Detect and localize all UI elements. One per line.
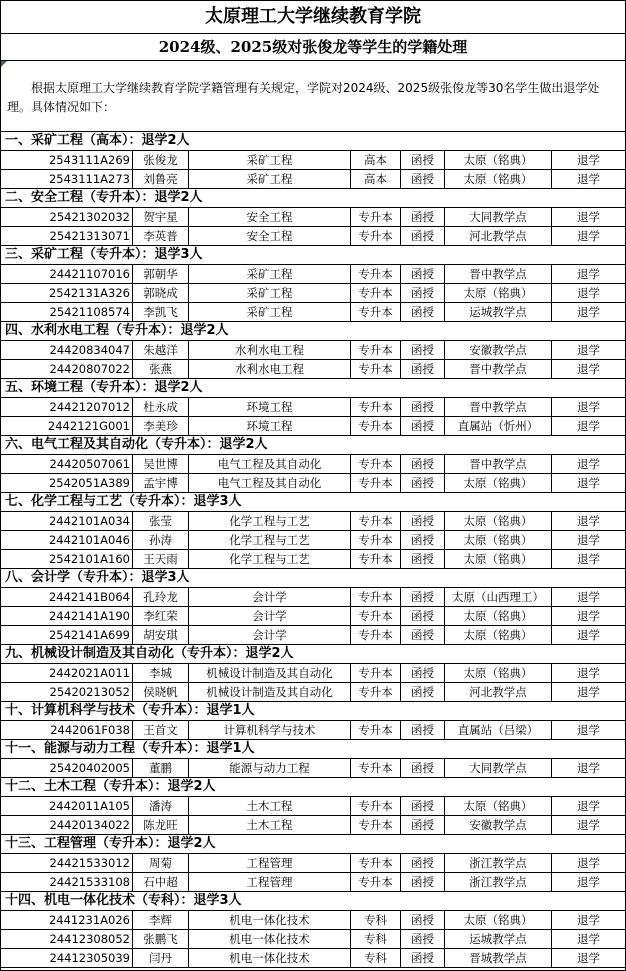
student-name-cell: 李美珍 — [133, 417, 189, 435]
student-name-cell: 石中超 — [133, 873, 189, 891]
status-cell: 退学 — [577, 723, 600, 737]
table-row — [1, 474, 625, 493]
status-cell: 退学 — [577, 685, 600, 699]
level-cell: 专升本 — [351, 531, 401, 549]
study-mode-cell: 函授 — [401, 284, 445, 302]
major-cell: 电气工程及其自动化 — [189, 455, 351, 473]
level-cell: 专升本 — [351, 721, 401, 739]
study-mode-cell: 函授 — [401, 949, 445, 967]
study-mode-cell: 函授 — [401, 151, 445, 169]
level-cell: 专升本 — [351, 759, 401, 777]
study-mode-cell: 函授 — [401, 398, 445, 416]
student-id-cell: 2442141B064 — [27, 588, 133, 606]
level-cell: 专升本 — [351, 816, 401, 834]
study-center-cell: 太原（铭典） — [445, 474, 552, 492]
student-name-cell: 张燕 — [133, 360, 189, 378]
study-center-cell: 河北教学点 — [445, 227, 552, 245]
level-cell: 专升本 — [351, 208, 401, 226]
major-cell: 工程管理 — [189, 854, 351, 872]
table-row — [1, 455, 625, 474]
student-id-cell: 25421302032 — [27, 208, 133, 226]
table-row — [1, 683, 625, 702]
row-spacer — [1, 664, 27, 682]
row-spacer — [1, 170, 27, 188]
level-cell: 专升本 — [351, 854, 401, 872]
table-row — [1, 151, 625, 170]
student-name-cell: 张俊龙 — [133, 151, 189, 169]
section-header: 十二、土木工程（专升本）：退学2人 — [1, 778, 625, 797]
major-cell: 土木工程 — [189, 797, 351, 815]
table-row — [1, 550, 625, 569]
student-name-cell: 周菊 — [133, 854, 189, 872]
student-id-cell: 2442121G001 — [27, 417, 133, 435]
level-cell: 专升本 — [351, 607, 401, 625]
status-cell: 退学 — [577, 913, 600, 927]
study-center-cell: 大同教学点 — [445, 208, 552, 226]
level-cell: 专科 — [351, 930, 401, 948]
study-mode-cell: 函授 — [401, 341, 445, 359]
study-mode-cell: 函授 — [401, 550, 445, 568]
status-cell: 退学 — [577, 153, 600, 167]
student-name-cell: 孔玲龙 — [133, 588, 189, 606]
student-name-cell: 李城 — [133, 664, 189, 682]
study-center-cell: 安徽教学点 — [445, 816, 552, 834]
student-id-cell: 24421533108 — [27, 873, 133, 891]
level-cell: 专科 — [351, 949, 401, 967]
section-header: 六、电气工程及其自动化（专升本）：退学2人 — [1, 436, 625, 455]
student-id-cell: 2542131A326 — [27, 284, 133, 302]
study-mode-cell: 函授 — [401, 512, 445, 530]
study-center-cell: 太原（铭典） — [445, 512, 552, 530]
study-mode-cell: 函授 — [401, 911, 445, 929]
page-title: 太原理工大学继续教育学院 — [1, 1, 625, 34]
status-cell: 退学 — [577, 818, 600, 832]
major-cell: 安全工程 — [189, 227, 351, 245]
study-mode-cell: 函授 — [401, 531, 445, 549]
status-cell: 退学 — [577, 172, 600, 186]
major-cell: 化学工程与工艺 — [189, 531, 351, 549]
student-id-cell: 2442101A034 — [27, 512, 133, 530]
study-center-cell: 大同教学点 — [445, 759, 552, 777]
row-spacer — [1, 550, 27, 568]
study-center-cell: 太原（铭典） — [445, 797, 552, 815]
status-cell: 退学 — [577, 761, 600, 775]
table-row — [1, 208, 625, 227]
student-name-cell: 孟宇博 — [133, 474, 189, 492]
level-cell: 专升本 — [351, 474, 401, 492]
study-center-cell: 直属站（吕梁） — [445, 721, 552, 739]
study-mode-cell: 函授 — [401, 208, 445, 226]
student-name-cell: 胡安琪 — [133, 626, 189, 644]
section-header: 三、采矿工程（专升本）：退学3人 — [1, 246, 625, 265]
student-name-cell: 贺宇星 — [133, 208, 189, 226]
table-row — [1, 759, 625, 778]
table-row — [1, 816, 625, 835]
study-center-cell: 晋中教学点 — [445, 398, 552, 416]
status-cell: 退学 — [577, 419, 600, 433]
row-spacer — [1, 930, 27, 948]
row-spacer — [1, 284, 27, 302]
student-id-cell: 2542141A699 — [27, 626, 133, 644]
status-cell: 退学 — [577, 305, 600, 319]
table-row — [1, 170, 625, 189]
table-row — [1, 398, 625, 417]
study-mode-cell: 函授 — [401, 265, 445, 283]
level-cell: 专升本 — [351, 873, 401, 891]
row-spacer — [1, 512, 27, 530]
status-cell: 退学 — [577, 590, 600, 604]
level-cell: 专升本 — [351, 797, 401, 815]
level-cell: 专升本 — [351, 265, 401, 283]
student-id-cell: 2542051A389 — [27, 474, 133, 492]
student-id-cell: 24420507061 — [27, 455, 133, 473]
level-cell: 专升本 — [351, 512, 401, 530]
level-cell: 专升本 — [351, 455, 401, 473]
major-cell: 会计学 — [189, 626, 351, 644]
study-mode-cell: 函授 — [401, 683, 445, 701]
row-spacer — [1, 151, 27, 169]
section-header: 二、安全工程（专升本）：退学2人 — [1, 189, 625, 208]
study-mode-cell: 函授 — [401, 474, 445, 492]
section-header: 十一、能源与动力工程（专升本）：退学1人 — [1, 740, 625, 759]
major-cell: 会计学 — [189, 588, 351, 606]
study-center-cell: 太原（铭典） — [445, 626, 552, 644]
row-spacer — [1, 607, 27, 625]
section-header: 十四、机电一体化技术（专科）：退学3人 — [1, 892, 625, 911]
table-row — [1, 930, 625, 949]
level-cell: 专升本 — [351, 626, 401, 644]
major-cell: 水利水电工程 — [189, 360, 351, 378]
table-row — [1, 417, 625, 436]
status-cell: 退学 — [577, 932, 600, 946]
student-name-cell: 王天雨 — [133, 550, 189, 568]
level-cell: 专升本 — [351, 588, 401, 606]
student-name-cell: 杜永成 — [133, 398, 189, 416]
student-id-cell: 2442061F038 — [27, 721, 133, 739]
status-cell: 退学 — [577, 400, 600, 414]
sections-table — [1, 132, 625, 968]
row-spacer — [1, 474, 27, 492]
student-name-cell: 张鹏飞 — [133, 930, 189, 948]
study-center-cell: 太原（铭典） — [445, 607, 552, 625]
row-spacer — [1, 303, 27, 321]
major-cell: 会计学 — [189, 607, 351, 625]
section-header: 八、会计学（专升本）：退学3人 — [1, 569, 625, 588]
student-id-cell: 25421313071 — [27, 227, 133, 245]
section-header: 四、水利水电工程（专升本）：退学2人 — [1, 322, 625, 341]
table-row — [1, 360, 625, 379]
study-mode-cell: 函授 — [401, 626, 445, 644]
table-row — [1, 911, 625, 930]
status-cell: 退学 — [577, 362, 600, 376]
major-cell: 机电一体化技术 — [189, 930, 351, 948]
level-cell: 专升本 — [351, 227, 401, 245]
student-id-cell: 2442021A011 — [27, 664, 133, 682]
student-name-cell: 郭晓成 — [133, 284, 189, 302]
major-cell: 环境工程 — [189, 398, 351, 416]
student-name-cell: 李凯飞 — [133, 303, 189, 321]
row-spacer — [1, 360, 27, 378]
study-mode-cell: 函授 — [401, 455, 445, 473]
table-row — [1, 265, 625, 284]
table-row — [1, 797, 625, 816]
student-id-cell: 25420213052 — [27, 683, 133, 701]
section-header: 十、计算机科学与技术（专升本）：退学1人 — [1, 702, 625, 721]
study-center-cell: 安徽教学点 — [445, 341, 552, 359]
study-mode-cell: 函授 — [401, 759, 445, 777]
student-id-cell: 2441231A026 — [27, 911, 133, 929]
study-mode-cell: 函授 — [401, 854, 445, 872]
table-row — [1, 531, 625, 550]
study-center-cell: 运城教学点 — [445, 303, 552, 321]
major-cell: 采矿工程 — [189, 265, 351, 283]
row-spacer — [1, 949, 27, 967]
major-cell: 机电一体化技术 — [189, 949, 351, 967]
major-cell: 机械设计制造及其自动化 — [189, 683, 351, 701]
student-name-cell: 刘鲁亮 — [133, 170, 189, 188]
row-spacer — [1, 341, 27, 359]
major-cell: 电气工程及其自动化 — [189, 474, 351, 492]
status-cell: 退学 — [577, 609, 600, 623]
status-cell: 退学 — [577, 856, 600, 870]
study-center-cell: 直属站（忻州） — [445, 417, 552, 435]
study-mode-cell: 函授 — [401, 664, 445, 682]
study-mode-cell: 函授 — [401, 797, 445, 815]
section-header: 五、环境工程（专升本）：退学2人 — [1, 379, 625, 398]
student-name-cell: 郭朝华 — [133, 265, 189, 283]
study-center-cell: 太原（铭典） — [445, 170, 552, 188]
status-cell: 退学 — [577, 267, 600, 281]
status-cell: 退学 — [577, 229, 600, 243]
student-name-cell: 李红荣 — [133, 607, 189, 625]
row-spacer — [1, 854, 27, 872]
status-cell: 退学 — [577, 457, 600, 471]
table-row — [1, 227, 625, 246]
status-cell: 退学 — [577, 514, 600, 528]
row-spacer — [1, 455, 27, 473]
level-cell: 专升本 — [351, 550, 401, 568]
row-spacer — [1, 721, 27, 739]
table-row — [1, 607, 625, 626]
table-row — [1, 341, 625, 360]
major-cell: 机械设计制造及其自动化 — [189, 664, 351, 682]
study-mode-cell: 函授 — [401, 607, 445, 625]
major-cell: 化学工程与工艺 — [189, 512, 351, 530]
major-cell: 计算机科学与技术 — [189, 721, 351, 739]
section-header: 九、机械设计制造及其自动化（专升本）：退学2人 — [1, 645, 625, 664]
section-header: 十三、工程管理（专升本）：退学2人 — [1, 835, 625, 854]
study-center-cell: 浙江教学点 — [445, 854, 552, 872]
level-cell: 专科 — [351, 911, 401, 929]
study-center-cell: 太原（铭典） — [445, 664, 552, 682]
table-row — [1, 664, 625, 683]
student-name-cell: 李英普 — [133, 227, 189, 245]
level-cell: 高本 — [351, 151, 401, 169]
student-name-cell: 侯晓帆 — [133, 683, 189, 701]
major-cell: 采矿工程 — [189, 170, 351, 188]
student-name-cell: 陈龙旺 — [133, 816, 189, 834]
student-id-cell: 2542101A160 — [27, 550, 133, 568]
major-cell: 能源与动力工程 — [189, 759, 351, 777]
student-id-cell: 2543111A273 — [27, 170, 133, 188]
student-name-cell: 孙涛 — [133, 531, 189, 549]
study-mode-cell: 函授 — [401, 930, 445, 948]
student-name-cell: 闫丹 — [133, 949, 189, 967]
study-mode-cell: 函授 — [401, 227, 445, 245]
major-cell: 化学工程与工艺 — [189, 550, 351, 568]
study-center-cell: 运城教学点 — [445, 930, 552, 948]
row-spacer — [1, 208, 27, 226]
major-cell: 采矿工程 — [189, 151, 351, 169]
level-cell: 高本 — [351, 170, 401, 188]
cell-marker-icon — [1, 61, 7, 67]
student-id-cell: 2442141A190 — [27, 607, 133, 625]
student-id-cell: 24421533012 — [27, 854, 133, 872]
student-name-cell: 潘涛 — [133, 797, 189, 815]
status-cell: 退学 — [577, 210, 600, 224]
major-cell: 水利水电工程 — [189, 341, 351, 359]
table-row — [1, 873, 625, 892]
student-id-cell: 2442011A105 — [27, 797, 133, 815]
row-spacer — [1, 873, 27, 891]
table-row — [1, 721, 625, 740]
table-row — [1, 284, 625, 303]
level-cell: 专升本 — [351, 341, 401, 359]
study-mode-cell: 函授 — [401, 360, 445, 378]
page-subtitle: 2024级、2025级对张俊龙等学生的学籍处理 — [1, 34, 625, 61]
level-cell: 专升本 — [351, 664, 401, 682]
study-mode-cell: 函授 — [401, 588, 445, 606]
row-spacer — [1, 911, 27, 929]
study-center-cell: 太原（铭典） — [445, 151, 552, 169]
major-cell: 工程管理 — [189, 873, 351, 891]
table-row — [1, 512, 625, 531]
table-row — [1, 626, 625, 645]
student-id-cell: 24420807022 — [27, 360, 133, 378]
major-cell: 采矿工程 — [189, 284, 351, 302]
study-center-cell: 河北教学点 — [445, 683, 552, 701]
intro-paragraph — [1, 61, 625, 132]
row-spacer — [1, 588, 27, 606]
major-cell: 土木工程 — [189, 816, 351, 834]
study-mode-cell: 函授 — [401, 721, 445, 739]
major-cell: 安全工程 — [189, 208, 351, 226]
study-center-cell: 太原（铭典） — [445, 284, 552, 302]
major-cell: 采矿工程 — [189, 303, 351, 321]
student-id-cell: 24420134022 — [27, 816, 133, 834]
student-name-cell: 朱越洋 — [133, 341, 189, 359]
row-spacer — [1, 398, 27, 416]
study-center-cell: 晋中教学点 — [445, 455, 552, 473]
study-center-cell: 浙江教学点 — [445, 873, 552, 891]
level-cell: 专升本 — [351, 683, 401, 701]
study-mode-cell: 函授 — [401, 417, 445, 435]
student-name-cell: 董鹏 — [133, 759, 189, 777]
study-center-cell: 晋中教学点 — [445, 265, 552, 283]
row-spacer — [1, 417, 27, 435]
status-cell: 退学 — [577, 951, 600, 965]
status-cell: 退学 — [577, 799, 600, 813]
row-spacer — [1, 797, 27, 815]
row-spacer — [1, 227, 27, 245]
intro-text: 根据太原理工大学继续教育学院学籍管理有关规定，学院对2024级、2025级张俊龙等30名学生做出退学处理。具体情况如下： — [7, 81, 600, 114]
status-cell: 退学 — [577, 533, 600, 547]
row-spacer — [1, 816, 27, 834]
study-center-cell: 太原（铭典） — [445, 550, 552, 568]
level-cell: 专升本 — [351, 303, 401, 321]
row-spacer — [1, 265, 27, 283]
row-spacer — [1, 531, 27, 549]
section-header: 七、化学工程与工艺（专升本）：退学3人 — [1, 493, 625, 512]
table-row — [1, 949, 625, 968]
status-cell: 退学 — [577, 286, 600, 300]
status-cell: 退学 — [577, 343, 600, 357]
level-cell: 专升本 — [351, 398, 401, 416]
study-center-cell: 太原（山西理工） — [445, 588, 552, 606]
student-name-cell: 吴世博 — [133, 455, 189, 473]
student-id-cell: 24412305039 — [27, 949, 133, 967]
student-id-cell: 24420834047 — [27, 341, 133, 359]
major-cell: 机电一体化技术 — [189, 911, 351, 929]
student-id-cell: 24421107016 — [27, 265, 133, 283]
study-center-cell: 太原（铭典） — [445, 911, 552, 929]
table-row — [1, 303, 625, 322]
student-id-cell: 2543111A269 — [27, 151, 133, 169]
level-cell: 专升本 — [351, 417, 401, 435]
student-id-cell: 24421207012 — [27, 398, 133, 416]
student-name-cell: 李辉 — [133, 911, 189, 929]
student-id-cell: 25420402005 — [27, 759, 133, 777]
status-cell: 退学 — [577, 666, 600, 680]
status-cell: 退学 — [577, 476, 600, 490]
student-name-cell: 王首文 — [133, 721, 189, 739]
student-name-cell: 张莹 — [133, 512, 189, 530]
study-mode-cell: 函授 — [401, 303, 445, 321]
study-mode-cell: 函授 — [401, 873, 445, 891]
row-spacer — [1, 683, 27, 701]
section-header: 一、采矿工程（高本）：退学2人 — [1, 132, 625, 151]
student-id-cell: 24412308052 — [27, 930, 133, 948]
status-cell: 退学 — [577, 628, 600, 642]
level-cell: 专升本 — [351, 360, 401, 378]
status-cell: 退学 — [577, 552, 600, 566]
row-spacer — [1, 759, 27, 777]
study-center-cell: 太原（铭典） — [445, 531, 552, 549]
study-mode-cell: 函授 — [401, 816, 445, 834]
student-id-cell: 25421108574 — [27, 303, 133, 321]
status-cell: 退学 — [577, 875, 600, 889]
level-cell: 专升本 — [351, 284, 401, 302]
study-center-cell: 晋中教学点 — [445, 360, 552, 378]
major-cell: 环境工程 — [189, 417, 351, 435]
row-spacer — [1, 626, 27, 644]
study-center-cell: 晋城教学点 — [445, 949, 552, 967]
table-row — [1, 854, 625, 873]
table-row — [1, 588, 625, 607]
study-mode-cell: 函授 — [401, 170, 445, 188]
student-id-cell: 2442101A046 — [27, 531, 133, 549]
